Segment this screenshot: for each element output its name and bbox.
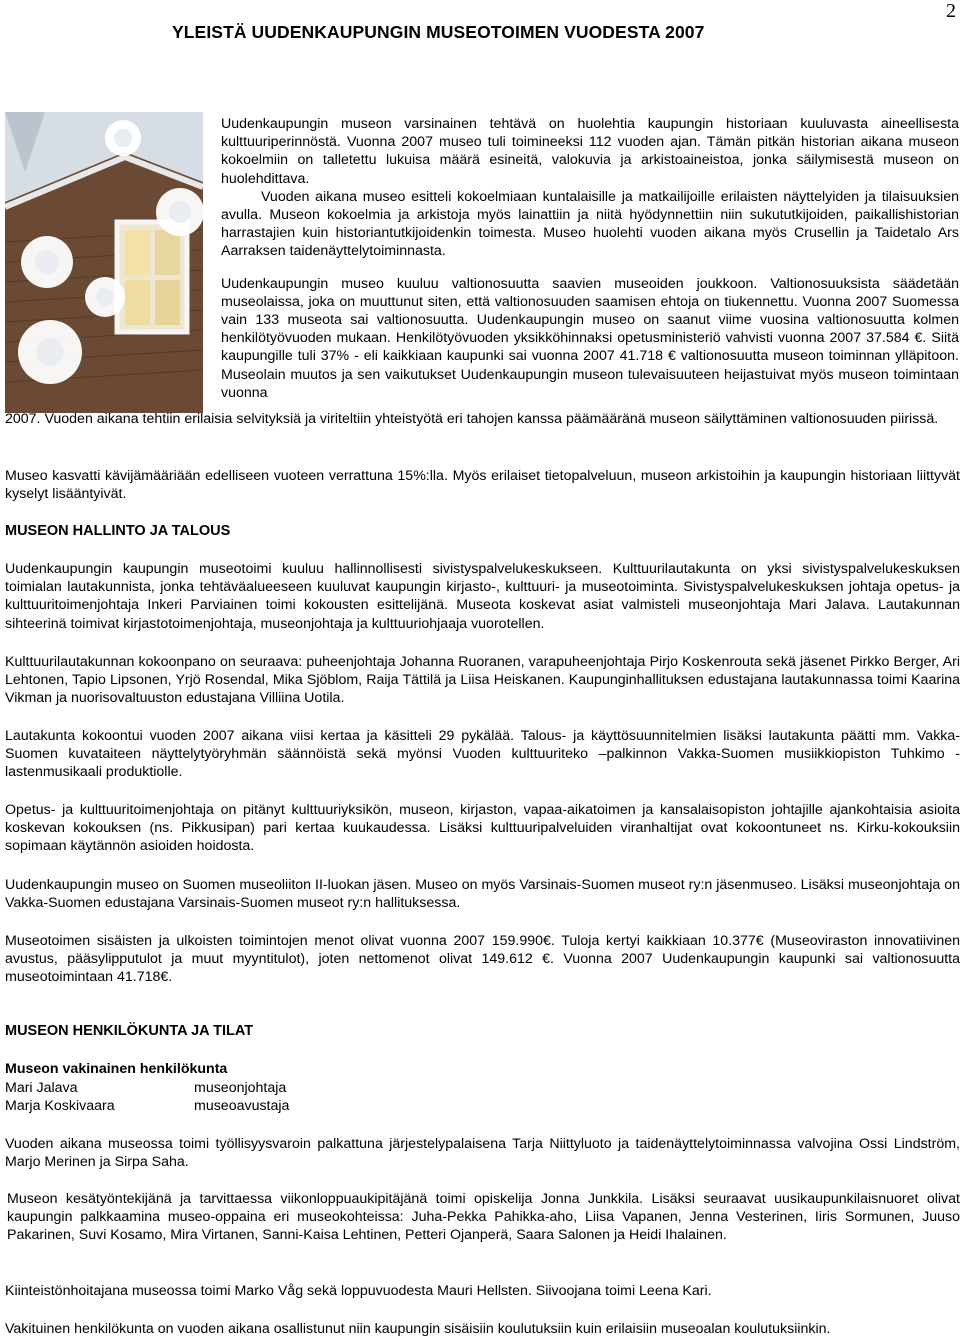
staff-paragraph-3: Kiinteistönhoitajana museossa toimi Marko Våg sekä loppuvuodesta Mauri Hellsten. Siivoojana toimi Leena Kari. — [5, 1283, 712, 1299]
valtionosuus-paragraph-continued: 2007. Vuoden aikana tehtiin erilaisia selvityksiä ja viriteltiin yhteistyötä eri tahojen kanssa päämääränä museon säilyttäminen valtionosuuden piirissä. — [5, 411, 939, 427]
staff-list — [5, 1060, 289, 1116]
staff-paragraph-2: Museon kesätyöntekijänä ja tarvittaessa viikonloppuaukipitäjänä toimi opiskelija Jonna Junkkila. Lisäksi seuraavat uusikaupunkilaisnuoret olivat kaupungin palkkaamina museo-oppaina eri museokohteissa: Juha-Pekka Pahikka-aho, Liisa Vapanen, Jenna Vesterinen, Iiris Sormunen, Juuso Pakarinen, Suvi Kosamo, Mira Virtanen, Sanni-Kaisa Lehtinen, Petteri Ojanperä, Saara Salonen ja Heidi Ihalainen. — [7, 1191, 960, 1244]
staff-subheading: Museon vakinainen henkilökunta — [5, 1061, 228, 1077]
admin-paragraph-1: Uudenkaupungin kaupungin museotoimi kuuluu hallinnollisesti sivistyspalvelukeskukseen. Kulttuurilautakunta on yksi sivistyspalvelukeskuksen toimialan lautakunnista, jonka tehtäväalueeseen kuuluvat kaupungin kirjasto-, kulttuuri- ja museotoiminta. Sivistyspalvelukeskuksen johtaja opetus- ja kulttuuritoimenjohtaja Inkeri Parviainen toimi kokousten esittelijänä. Museota koskevat asiat valmisteli museonjohtaja Mari Jalava. Lautakunnan sihteerinä toimivat kirjastotoimenjohtaja, museonjohtaja ja kulttuuriohjaaja vuorotellen. — [5, 561, 960, 632]
document-title: YLEISTÄ UUDENKAUPUNGIN MUSEOTOIMEN VUODESTA 2007 — [172, 22, 705, 42]
staff-name: Mari Jalava — [5, 1079, 78, 1096]
admin-paragraph-4: Opetus- ja kulttuuritoimenjohtaja on pitänyt kulttuuriyksikön, museon, kirjaston, vapaa-aikatoimen ja kansalaisopiston johtajille ajankohtaisia asioita koskevan kokouksen (ns. Pikkusipan) pari kertaa kuukaudessa. Lisäksi kulttuuripalveluiden viranhaltijat ovat kokoontuneet ns. Kirku-kokouksiin sopimaan käytännön asioiden hoidosta. — [5, 802, 960, 855]
staff-row — [5, 1079, 289, 1098]
admin-paragraph-6: Museotoimen sisäisten ja ulkoisten toimintojen menot olivat vuonna 2007 159.990€. Tuloja kertyi kaikkiaan 10.377€ (Museoviraston innovatiivinen avustus, pääsylipputulot ja muut myyntitulot), joten nettomenot olivat 149.612 €. Vuonna 2007 Uudenkaupungin kaupunki sai valtionosuutta museotoimintaan 41.718€. — [5, 933, 960, 986]
admin-paragraph-2: Kulttuurilautakunnan kokoonpano on seuraava: puheenjohtaja Johanna Ruoranen, varapuheenjohtaja Pirjo Koskenrouta sekä jäsenet Pirkko Berger, Ari Lehtonen, Tapio Lipsonen, Yrjö Rosendal, Mika Sjöblom, Raija Tättilä ja Liisa Heiskanen. Kaupunginhallituksen edustajana lautakunnassa toimi Kaarina Vikman ja nuorisovaltuuston edustajana Villiina Uotila. — [5, 654, 960, 707]
admin-paragraph-5: Uudenkaupungin museo on Suomen museoliiton II-luokan jäsen. Museo on myös Varsinais-Suomen museot ry:n jäsenmuseo. Lisäksi museonjohtaja on Vakka-Suomen edustajana Varsinais-Suomen museot ry:n hallituksessa. — [5, 877, 960, 912]
staff-paragraph-1: Vuoden aikana museossa toimi työllisyysvaroin palkattuna järjestelypalaisena Tarja Niittyluoto ja taidenäyttelytoiminnassa valvojina Ossi Lindström, Marjo Merinen ja Sirpa Saha. — [5, 1136, 960, 1171]
intro-paragraph-1: Uudenkaupungin museon varsinainen tehtävä on huolehtia kaupungin historiaan kuuluvasta aineellisesta kulttuuriperinnöstä. Vuonna 2007 museo tuli toimineeksi 112 vuoden ajan. Tämän pitkän historian aikana museon kokoelmiin on talletettu lukuisa määrä esineitä, valokuvia ja arkistoaineistoa, jonka säilymisestä museon on huolehdittava. — [221, 116, 959, 187]
staff-name: Marja Koskivaara — [5, 1098, 115, 1114]
visitors-paragraph: Museo kasvatti kävijämääriään edelliseen vuoteen verrattuna 15%:lla. Myös erilaiset tietopalveluun, museon arkistoihin ja kaupungin historiaan liittyvät kyselyt lisääntyivät. — [5, 468, 960, 503]
staff-paragraph-4: Vakituinen henkilökunta on vuoden aikana osallistunut niin kaupungin sisäisiin koulutuksiin kuin erilaisiin museoalan koulutuksiinkin. — [5, 1321, 831, 1337]
admin-paragraph-3: Lautakunta kokoontui vuoden 2007 aikana viisi kertaa ja käsitteli 29 pykälää. Talous- ja käyttösuunnitelmien lisäksi lautakunta päätti mm. Vakka-Suomen kuvataiteen näyttelytyöryhmän säännöistä sekä myönsi Vuoden kulttuuriteko –palkinnon Vakka-Suomen musiikkiopiston Tuhkimo -lastenmusikaali produktiolle. — [5, 728, 960, 781]
staff-role: museoavustaja — [194, 1098, 290, 1114]
heading-staff: MUSEON HENKILÖKUNTA JA TILAT — [5, 1023, 254, 1039]
valtionosuus-paragraph: Uudenkaupungin museo kuuluu valtionosuutta saavien museoiden joukkoon. Valtionosuuksista säädetään museolaissa, joka on muuttunut siten, että valtionosuuden saamisen ehtoja on tiukennettu. Vuonna 2007 Suomessa vain 133 museota sai valtionosuutta. Uudenkaupungin museo on saanut viime vuosina valtionosuutta kolmen henkilötyövuoden mukaan. Henkilötyövuoden yksikköhinnaksi opetusministeriö vahvisti vuonna 2007 37.584 €. Siitä kaupungille tuli 37% - eli kaikkiaan kaupunki sai vuonna 2007 41.718 € valtionosuutta museon toiminnan ylläpitoon. Museolain muutos ja sen vaikutukset Uudenkaupungin museon tulevaisuuteen heijastuivat myös museon toimintaan vuonna — [221, 275, 959, 401]
intro-paragraph-2: Vuoden aikana museo esitteli kokoelmiaan kuntalaisille ja matkailijoille erilaisten näyttelyiden ja tilaisuuksien avulla. Museon kokoelmia ja arkistoja myös lainattiin ja niitä hyödynnettiin niin sukututkijoiden, paikallishistorian harrastajien kuin historiantutkijoidenkin toimesta. Museo huolehti vuoden aikana myös Crusellin ja Taidetalo Ars Aarraksen taidenäyttelytoiminnasta. — [221, 188, 959, 260]
staff-row — [5, 1097, 289, 1116]
intro-text — [221, 115, 959, 402]
heading-administration: MUSEON HALLINTO JA TALOUS — [5, 523, 231, 539]
staff-role: museonjohtaja — [194, 1079, 287, 1096]
museum-winter-photo — [5, 112, 203, 413]
page-number: 2 — [946, 0, 956, 22]
